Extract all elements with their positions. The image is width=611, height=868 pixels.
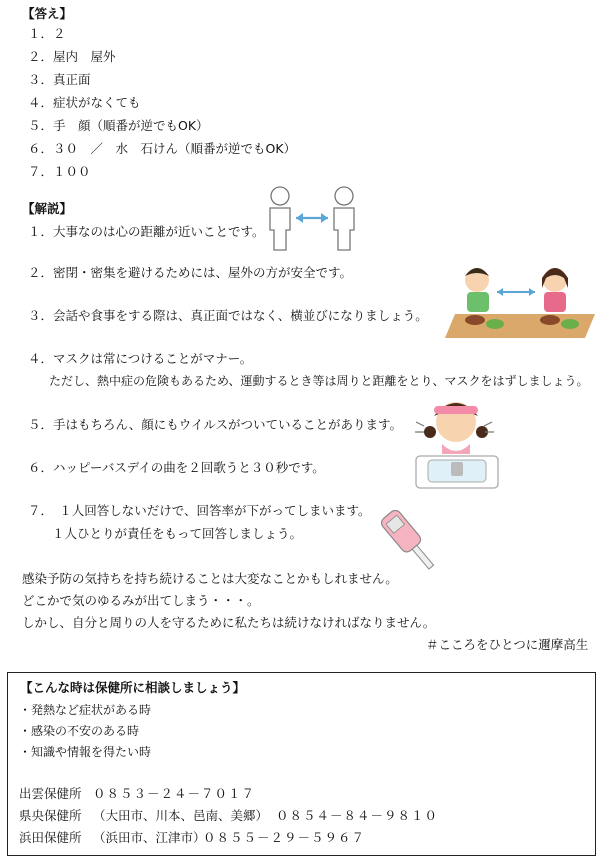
explanation-item-7: ７． １人回答しないだけで、回答率が下がってしまいます。 xyxy=(28,503,371,518)
hashtag: ＃こころをひとつに邇摩高生 xyxy=(426,637,589,652)
closing-line-1: 感染予防の気持ちを持ち続けることは大変なことかもしれません。 xyxy=(22,571,398,586)
explanation-item-6: ６．ハッピーバスデイの曲を２回歌うと３０秒です。 xyxy=(28,460,325,475)
explanation-item-3: ３．会話や食事をする際は、真正面ではなく、横並びになりましょう。 xyxy=(28,308,428,323)
answer-item-7: ７．１００ xyxy=(28,164,91,179)
explanation-item-5: ５．手はもちろん、顔にもウイルスがついていることがあります。 xyxy=(28,417,403,432)
social-distance-figures-icon xyxy=(262,184,362,252)
health-center-name: 県央保健所 xyxy=(19,808,82,823)
closing-line-2: どこかで気のゆるみが出てしまう・・・。 xyxy=(22,593,260,608)
explanation-item-1: １．大事なのは心の距離が近いことです。 xyxy=(28,224,265,239)
explanation-item-4-note: ただし、熱中症の危険もあるため、運動するとき等は周りと距離をとり、マスクをはずしましょう。 xyxy=(49,374,589,388)
answer-item-5: ５．手 顔（順番が逆でもOK） xyxy=(28,118,209,133)
explanation-item-2: ２．密閉・密集を避けるためには、屋外の方が安全です。 xyxy=(28,265,353,280)
consultation-title: 【こんな時は保健所に相談しましょう】 xyxy=(20,680,246,695)
explanation-item-4: ４．マスクは常につけることがマナー。 xyxy=(28,351,253,366)
health-center-area: （浜田市、江津市） xyxy=(93,830,206,845)
side-by-side-eating-icon xyxy=(445,262,595,340)
consult-bullet-2: ・感染の不安のある時 xyxy=(19,724,140,738)
consultation-box xyxy=(7,672,596,856)
closing-line-3: しかし、自分と周りの人を守るために私たちは続けなければなりません。 xyxy=(22,615,436,630)
answer-item-1: １．２ xyxy=(28,26,66,41)
explanation-item-7-note: １人ひとりが責任をもって回答しましょう。 xyxy=(52,526,303,541)
health-center-name: 浜田保健所 xyxy=(19,830,82,845)
health-center-phone: ０８５３－２４－７０１７ xyxy=(93,786,256,801)
health-center-name: 出雲保健所 xyxy=(19,786,82,801)
answer-item-3: ３．真正面 xyxy=(28,72,91,87)
health-center-area: （大田市、川本、邑南、美郷） xyxy=(93,808,269,823)
consult-bullet-1: ・発熱など症状がある時 xyxy=(19,703,152,717)
answers-heading: 【答え】 xyxy=(22,6,73,21)
answer-item-2: ２．屋内 屋外 xyxy=(28,49,116,64)
thermometer-icon xyxy=(378,510,438,572)
explanation-heading: 【解説】 xyxy=(22,201,73,216)
consult-bullet-3: ・知識や情報を得たい時 xyxy=(19,745,152,759)
answer-item-6: ６．３０ ／ 水 石けん（順番が逆でもOK） xyxy=(28,141,297,156)
health-center-phone: ０８５５－２９－５９６７ xyxy=(203,830,366,845)
face-washing-girl-icon xyxy=(412,392,502,490)
health-center-phone: ０８５４－８４－９８１０ xyxy=(276,808,439,823)
answer-item-4: ４．症状がなくても xyxy=(28,95,141,110)
